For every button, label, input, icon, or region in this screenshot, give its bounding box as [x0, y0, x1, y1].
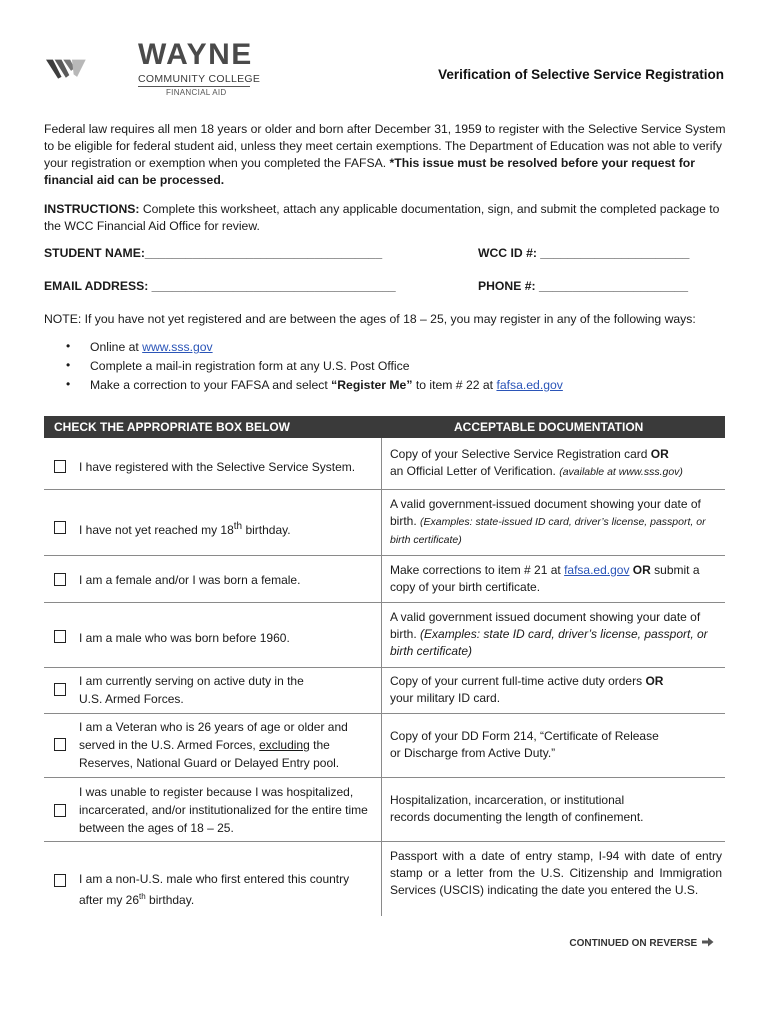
row-divider	[44, 841, 725, 842]
doc-active-duty	[390, 673, 722, 707]
option-unable-to-register-label: I was unable to register because I was hospitalized, incarcerated, and/or institutionalized for the entire time between the ages of 18 – 25.	[79, 785, 368, 835]
continued-on-reverse	[569, 937, 714, 949]
doc-text: submit a copy of your birth certificate.	[390, 563, 700, 594]
fafsa-link[interactable]: fafsa.ed.gov	[564, 563, 630, 577]
checkbox-under-18[interactable]	[54, 521, 66, 534]
option-registered-label: I have registered with the Selective Service System.	[79, 460, 356, 474]
column-divider	[381, 438, 382, 916]
email-field[interactable]: EMAIL ADDRESS: ____________________________________	[44, 279, 396, 293]
option-under-18-label	[79, 518, 375, 539]
option-veteran-label	[79, 718, 371, 772]
doc-text: Make corrections to item # 21 at	[390, 563, 565, 577]
doc-note: (Examples: state-issued ID card, driver’s license, passport, or birth certificate)	[390, 516, 706, 546]
option-text: I am a Veteran who is 26 years of age or older and served in the U.S. Armed Forces,	[79, 720, 348, 752]
ordinal-suffix: th	[233, 521, 243, 532]
list-item	[66, 359, 563, 378]
arrow-right-icon	[702, 937, 714, 947]
fafsa-link[interactable]: fafsa.ed.gov	[496, 378, 563, 392]
option-non-us-male-label	[79, 870, 369, 909]
intro-emphasis: *This issue must be resolved before your request for financial aid can be processed.	[44, 156, 695, 187]
college-logo-mark	[46, 46, 141, 94]
register-me-text: “Register Me”	[331, 378, 413, 392]
option-text: birthday.	[242, 523, 291, 537]
option-born-before-1960-label: I am a male who was born before 1960.	[79, 631, 290, 645]
doc-text: or Discharge from Active Duty.”	[390, 746, 556, 760]
excluding-text: excluding	[259, 738, 310, 752]
wcc-id-field[interactable]: WCC ID #: ______________________	[478, 246, 690, 260]
doc-born-before-1960	[390, 609, 722, 660]
continued-text: CONTINUED ON REVERSE	[569, 938, 698, 949]
checkbox-non-us-male[interactable]	[54, 874, 66, 887]
instructions-paragraph	[44, 201, 734, 235]
doc-text: A valid government-issued document showing your date of birth.	[390, 497, 701, 528]
checkbox-female[interactable]	[54, 573, 66, 586]
doc-text: your military ID card.	[390, 691, 501, 705]
option-text: U.S. Armed Forces.	[79, 692, 184, 706]
registration-options-list	[66, 340, 563, 397]
option-text: birthday.	[145, 893, 195, 907]
bullet-text: Complete a mail-in registration form at any U.S. Post Office	[90, 359, 410, 373]
doc-text: Hospitalization, incarceration, or institutional	[390, 793, 625, 807]
doc-veteran	[390, 728, 722, 762]
table-header	[44, 416, 725, 438]
option-text: I am currently serving on active duty in the	[79, 674, 304, 688]
instructions-label: INSTRUCTIONS:	[44, 202, 140, 216]
instructions-text: Complete this worksheet, attach any applicable documentation, sign, and submit the completed package to the WCC Financial Aid Office for review.	[44, 202, 720, 233]
doc-text: Copy of your DD Form 214, “Certificate of Release	[390, 729, 659, 743]
checkbox-veteran[interactable]	[54, 738, 66, 751]
doc-note: (available at www.sss.gov)	[559, 466, 683, 478]
option-text: I have not yet reached my 18	[79, 523, 234, 537]
logo-divider	[138, 86, 250, 87]
row-divider	[44, 602, 725, 603]
column-header-check: CHECK THE APPROPRIATE BOX BELOW	[54, 420, 291, 434]
logo-college-text: COMMUNITY COLLEGE	[138, 73, 261, 85]
phone-field[interactable]: PHONE #: ______________________	[478, 279, 689, 293]
intro-paragraph	[44, 121, 734, 189]
doc-registered	[390, 446, 722, 481]
checkbox-unable-to-register[interactable]	[54, 804, 66, 817]
intro-text: Federal law requires all men 18 years or older and born after December 31, 1959 to register with the Selective Service System to be eligible for federal student aid, unless they meet certain exemptions. The Department of Education was not able to verify your registration or exemption when you completed the FAFSA.	[44, 122, 726, 170]
doc-note: (Examples: state ID card, driver’s license, passport, or birth certificate)	[390, 627, 708, 658]
row-divider	[44, 713, 725, 714]
doc-text: Copy of your Selective Service Registration card	[390, 447, 651, 461]
page-title: Verification of Selective Service Registration	[438, 67, 724, 82]
option-text: the Reserves, National Guard or Delayed Entry pool.	[79, 738, 340, 770]
doc-text: A valid government issued document showing your date of birth.	[390, 610, 701, 641]
doc-text: an Official Letter of Verification.	[390, 464, 560, 478]
doc-under-18	[390, 496, 722, 549]
logo-wordmark: WAYNE	[138, 38, 253, 71]
registration-note: NOTE: If you have not yet registered and are between the ages of 18 – 25, you may register in any of the following ways:	[44, 312, 696, 326]
doc-female	[390, 562, 722, 596]
checkbox-born-before-1960[interactable]	[54, 630, 66, 643]
doc-or: OR	[645, 674, 664, 688]
bullet-text: Online at	[90, 340, 143, 354]
option-text: I am a non-U.S. male who first entered this country after my 26	[79, 872, 350, 907]
list-item	[66, 378, 563, 397]
checkbox-active-duty[interactable]	[54, 683, 66, 696]
column-header-documentation: ACCEPTABLE DOCUMENTATION	[454, 420, 644, 434]
student-name-field[interactable]: STUDENT NAME:___________________________________	[44, 246, 383, 260]
doc-text: records documenting the length of confinement.	[390, 810, 644, 824]
doc-non-us-male: Passport with a date of entry stamp, I-94 with date of entry stamp or a letter from the U.S. Citizenship and Immigration Services (USCIS) indicating the date you entered the U.S.	[390, 849, 722, 897]
sss-link[interactable]: www.sss.gov	[142, 340, 213, 354]
doc-unable-to-register	[390, 792, 722, 826]
checkbox-registered[interactable]	[54, 460, 66, 473]
doc-or: OR	[650, 447, 669, 461]
option-active-duty-label	[79, 672, 375, 708]
row-divider	[44, 555, 725, 556]
doc-text: Copy of your current full-time active duty orders	[390, 674, 646, 688]
ordinal-suffix: th	[139, 892, 146, 901]
row-divider	[44, 667, 725, 668]
row-divider	[44, 777, 725, 778]
option-female-label: I am a female and/or I was born a female.	[79, 573, 301, 587]
doc-or: OR	[629, 563, 651, 577]
row-divider	[44, 489, 725, 490]
bullet-text: Make a correction to your FAFSA and select	[90, 378, 332, 392]
list-item	[66, 340, 563, 359]
bullet-text: to item # 22 at	[412, 378, 497, 392]
logo-department: FINANCIAL AID	[166, 88, 227, 97]
